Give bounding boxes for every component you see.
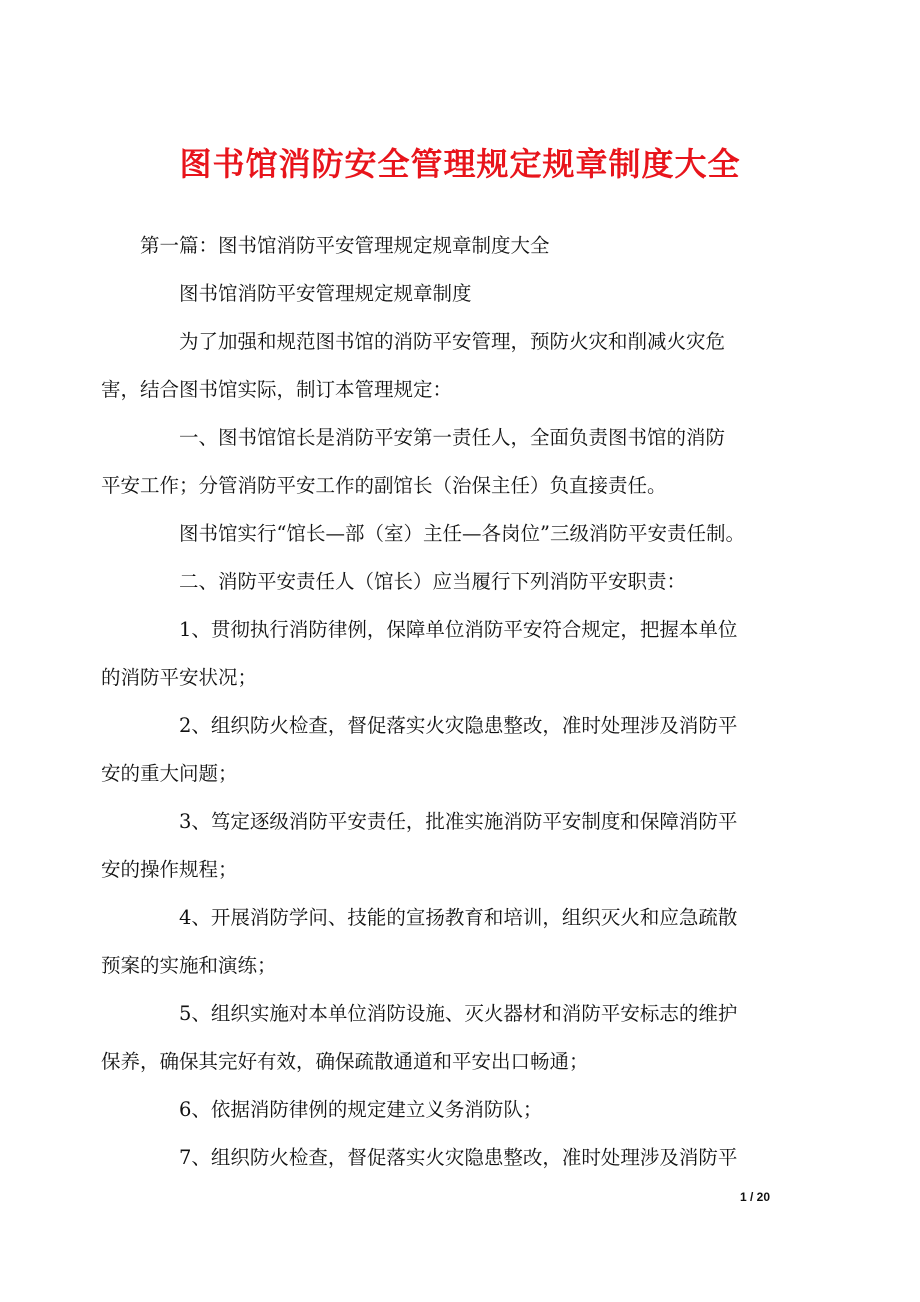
- paragraph-line: 安的操作规程；: [101, 858, 238, 881]
- paragraph-line: 1、贯彻执行消防律例，保障单位消防平安符合规定，把握本单位: [179, 618, 738, 641]
- paragraph-line: 二、消防平安责任人（馆长）应当履行下列消防平安职责：: [179, 570, 687, 593]
- paragraph-line: 害，结合图书馆实际，制订本管理规定：: [101, 378, 453, 401]
- paragraph-line: 平安工作；分管消防平安工作的副馆长（治保主任）负直接责任。: [101, 474, 667, 497]
- paragraph-line: 保养，确保其完好有效，确保疏散通道和平安出口畅通；: [101, 1050, 589, 1073]
- paragraph-line: 第一篇：图书馆消防平安管理规定规章制度大全: [140, 234, 550, 257]
- paragraph: [101, 798, 784, 894]
- paragraph: [101, 414, 784, 510]
- paragraph: [140, 1086, 784, 1134]
- paragraph-line: 安的重大问题；: [101, 762, 238, 785]
- paragraph: [140, 510, 784, 558]
- paragraph: [140, 222, 784, 270]
- paragraph: [140, 558, 784, 606]
- paragraph-line: 的消防平安状况；: [101, 666, 258, 689]
- paragraph: [140, 1134, 784, 1182]
- paragraph-line: 图书馆实行“馆长—部（室）主任—各岗位”三级消防平安责任制。: [179, 522, 745, 545]
- document-title: 图书馆消防安全管理规定规章制度大全: [179, 145, 741, 183]
- paragraph: [101, 990, 784, 1086]
- paragraph-line: 4、开展消防学问、技能的宣扬教育和培训，组织灭火和应急疏散: [179, 906, 738, 929]
- document-body: [101, 222, 784, 1182]
- paragraph-line: 一、图书馆馆长是消防平安第一责任人，全面负责图书馆的消防: [179, 426, 726, 449]
- paragraph: [101, 606, 784, 702]
- paragraph-line: 预案的实施和演练；: [101, 954, 277, 977]
- paragraph: [101, 318, 784, 414]
- paragraph: [140, 270, 784, 318]
- paragraph: [101, 702, 784, 798]
- paragraph-line: 5、组织实施对本单位消防设施、灭火器材和消防平安标志的维护: [179, 1002, 738, 1025]
- page-number: 1 / 20: [740, 1190, 771, 1204]
- paragraph-line: 2、组织防火检查，督促落实火灾隐患整改，准时处理涉及消防平: [179, 714, 738, 737]
- paragraph-line: 7、组织防火检查，督促落实火灾隐患整改，准时处理涉及消防平: [179, 1146, 738, 1169]
- paragraph-line: 为了加强和规范图书馆的消防平安管理，预防火灾和削减火灾危: [179, 330, 726, 353]
- paragraph-line: 6、依据消防律例的规定建立义务消防队；: [179, 1098, 543, 1121]
- paragraph-line: 图书馆消防平安管理规定规章制度: [179, 282, 472, 305]
- paragraph-line: 3、笃定逐级消防平安责任，批准实施消防平安制度和保障消防平: [179, 810, 738, 833]
- paragraph: [101, 894, 784, 990]
